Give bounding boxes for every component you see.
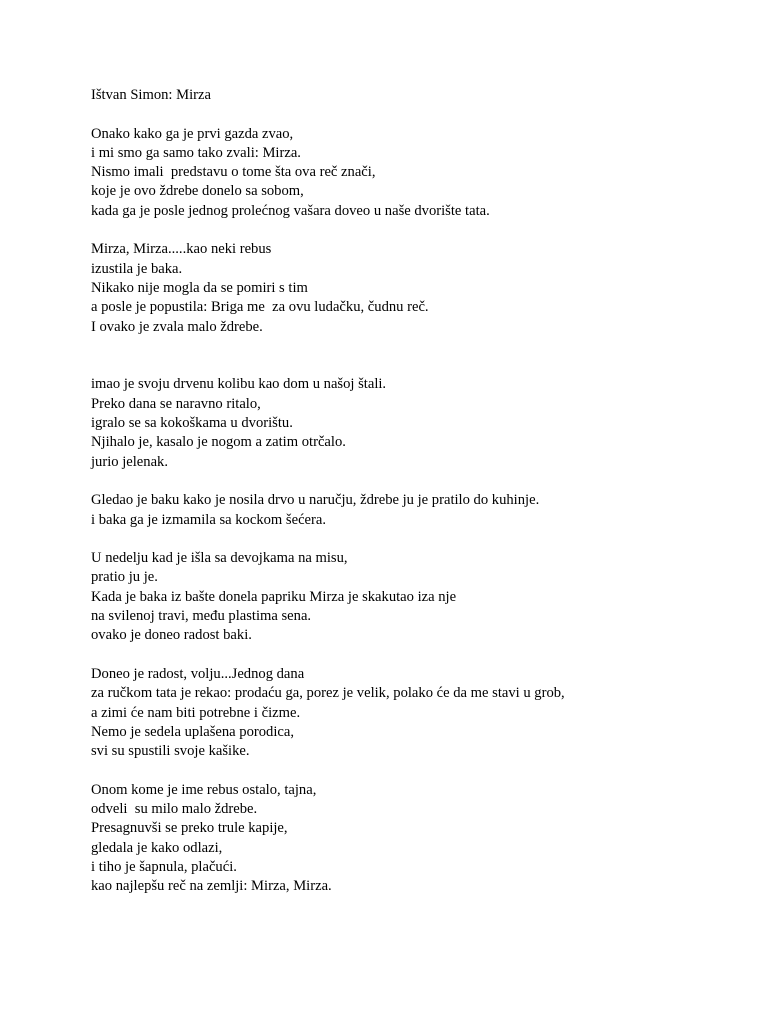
poem-line: i tiho je šapnula, plačući. xyxy=(91,858,237,875)
poem-line: kao najlepšu reč na zemlji: Mirza, Mirza. xyxy=(91,878,332,895)
stanza-7 xyxy=(91,781,731,897)
poem-line: Gledao je baku kako je nosila drvo u naručju, ždrebe ju je pratilo do kuhinje. xyxy=(91,492,540,509)
poem-line: Nismo imali predstavu o tome šta ova reč znači, xyxy=(91,164,376,181)
poem-line: imao je svoju drvenu kolibu kao dom u našoj štali. xyxy=(91,376,387,393)
poem-line: na svilenoj travi, među plastima sena. xyxy=(91,608,312,625)
stanza-3 xyxy=(91,375,731,471)
poem-line: jurio jelenak. xyxy=(91,453,168,470)
poem-line: koje je ovo ždrebe donelo sa sobom, xyxy=(91,183,304,200)
poem-line: izustila je baka. xyxy=(91,260,183,277)
poem-line: za ručkom tata je rekao: prodaću ga, porez je velik, polako će da me stavi u grob, xyxy=(91,685,565,702)
poem-line: Mirza, Mirza.....kao neki rebus xyxy=(91,241,272,258)
poem-line: igralo se sa kokoškama u dvorištu. xyxy=(91,415,293,432)
stanza-4 xyxy=(91,491,731,530)
poem-line: Onom kome je ime rebus ostalo, tajna, xyxy=(91,781,317,798)
poem-text xyxy=(91,86,731,916)
poem-line: Onako kako ga je prvi gazda zvao, xyxy=(91,125,294,142)
poem-line: svi su spustili svoje kašike. xyxy=(91,743,250,760)
poem-line: pratio ju je. xyxy=(91,569,158,586)
poem-line: Nemo je sedela uplašena porodica, xyxy=(91,723,295,740)
stanza-2 xyxy=(91,240,731,336)
stanza-5 xyxy=(91,549,731,645)
poem-line: Preko dana se naravno ritalo, xyxy=(91,395,261,412)
poem-line: Doneo je radost, volju...Jednog dana xyxy=(91,665,305,682)
poem-line: ovako je doneo radost baki. xyxy=(91,627,252,644)
poem-line: kada ga je posle jednog prolećnog vašara doveo u naše dvorište tata. xyxy=(91,202,490,219)
poem-line: Kada je baka iz bašte donela papriku Mirza je skakutao iza nje xyxy=(91,588,457,605)
poem-line: Njihalo je, kasalo je nogom a zatim otrčalo. xyxy=(91,434,346,451)
poem-line: a posle je popustila: Briga me za ovu ludačku, čudnu reč. xyxy=(91,299,429,316)
stanza-6 xyxy=(91,665,731,761)
poem-line: Presagnuvši se preko trule kapije, xyxy=(91,820,288,837)
poem-line: i mi smo ga samo tako zvali: Mirza. xyxy=(91,144,301,161)
poem-line: a zimi će nam biti potrebne i čizme. xyxy=(91,704,301,721)
poem-title: Ištvan Simon: Mirza xyxy=(91,87,211,103)
poem-line: odveli su milo malo ždrebe. xyxy=(91,800,258,817)
poem-line: gledala je kako odlazi, xyxy=(91,839,223,856)
poem-line: I ovako je zvala malo ždrebe. xyxy=(91,318,263,335)
poem-line: U nedelju kad je išla sa devojkama na misu, xyxy=(91,550,348,567)
poem-line: i baka ga je izmamila sa kockom šećera. xyxy=(91,511,327,528)
stanza-1 xyxy=(91,125,731,221)
poem-line: Nikako nije mogla da se pomiri s tim xyxy=(91,279,308,296)
